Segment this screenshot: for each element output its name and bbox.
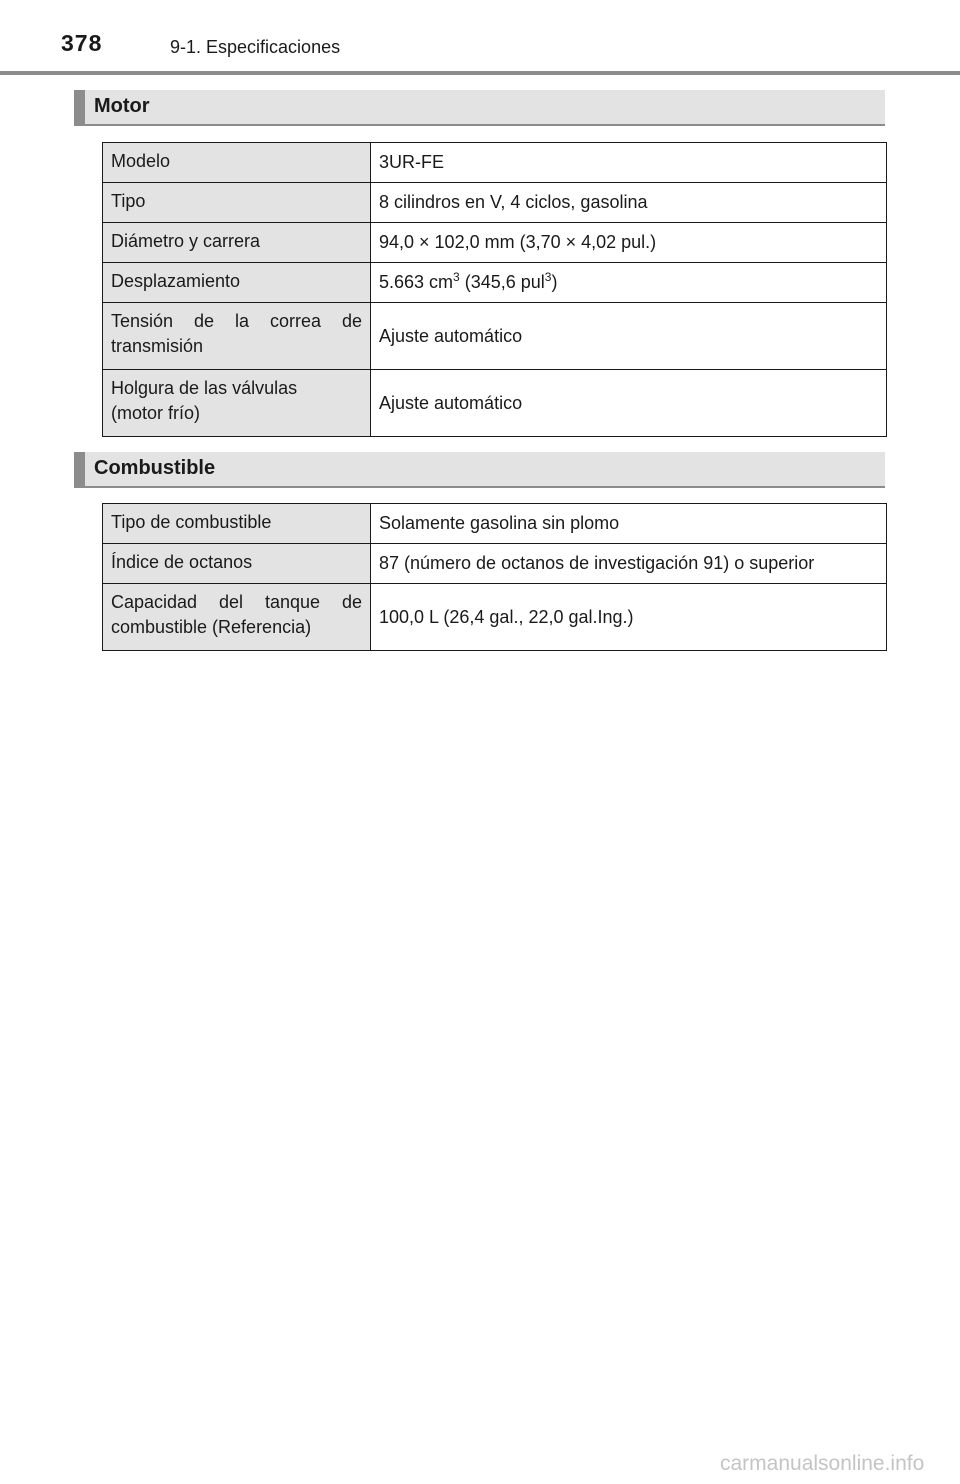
spec-value: Ajuste automático <box>371 370 887 437</box>
spec-value: Solamente gasolina sin plomo <box>371 504 887 544</box>
spec-value: 3UR-FE <box>371 143 887 183</box>
label-line: Holgura de las válvulas <box>111 378 298 398</box>
table-row <box>103 183 887 223</box>
section-heading-combustible <box>74 452 885 488</box>
superscript: 3 <box>453 270 460 284</box>
spec-value: 100,0 L (26,4 gal., 22,0 gal.Ing.) <box>371 584 887 651</box>
section-accent <box>74 90 85 124</box>
displacement-cc: 5.663 cm <box>379 272 454 292</box>
spec-label: Tensión de la correa de transmisión <box>103 303 371 370</box>
section-title-combustible: Combustible <box>94 457 216 479</box>
page-number: 378 <box>61 30 103 56</box>
section-title-motor: Motor <box>94 95 150 117</box>
spec-label: Diámetro y carrera <box>103 223 371 263</box>
table-row <box>103 504 887 544</box>
table-row <box>103 370 887 437</box>
table-row <box>103 584 887 651</box>
watermark: carmanualsonline.info <box>720 1452 925 1475</box>
displacement-cuin: (345,6 pul <box>459 272 545 292</box>
section-accent <box>74 452 85 486</box>
spec-value: 8 cilindros en V, 4 ciclos, gasolina <box>371 183 887 223</box>
spec-label: Capacidad del tanque de combustible (Referencia) <box>103 584 371 651</box>
table-row <box>103 263 887 303</box>
spec-label: Tipo de combustible <box>103 504 371 544</box>
superscript: 3 <box>544 270 552 284</box>
table-row <box>103 143 887 183</box>
page-header <box>0 0 960 76</box>
table-row <box>103 544 887 584</box>
spec-label: Índice de octanos <box>103 544 371 584</box>
spec-label: Tipo <box>103 183 371 223</box>
spec-label: Modelo <box>103 143 371 183</box>
closing-paren: ) <box>551 272 558 292</box>
section-heading-motor <box>74 90 885 126</box>
table-row <box>103 223 887 263</box>
spec-value: Ajuste automático <box>371 303 887 370</box>
motor-spec-table <box>102 142 887 437</box>
fuel-spec-table <box>102 503 887 651</box>
table-row <box>103 303 887 370</box>
spec-label <box>103 370 371 437</box>
header-rule <box>0 71 960 75</box>
label-line: (motor frío) <box>111 403 201 423</box>
spec-label: Desplazamiento <box>103 263 371 303</box>
spec-value <box>371 263 887 303</box>
spec-value: 87 (número de octanos de investigación 91) o superior <box>371 544 887 584</box>
section-path: 9-1. Especificaciones <box>170 37 341 57</box>
spec-value: 94,0 × 102,0 mm (3,70 × 4,02 pul.) <box>371 223 887 263</box>
